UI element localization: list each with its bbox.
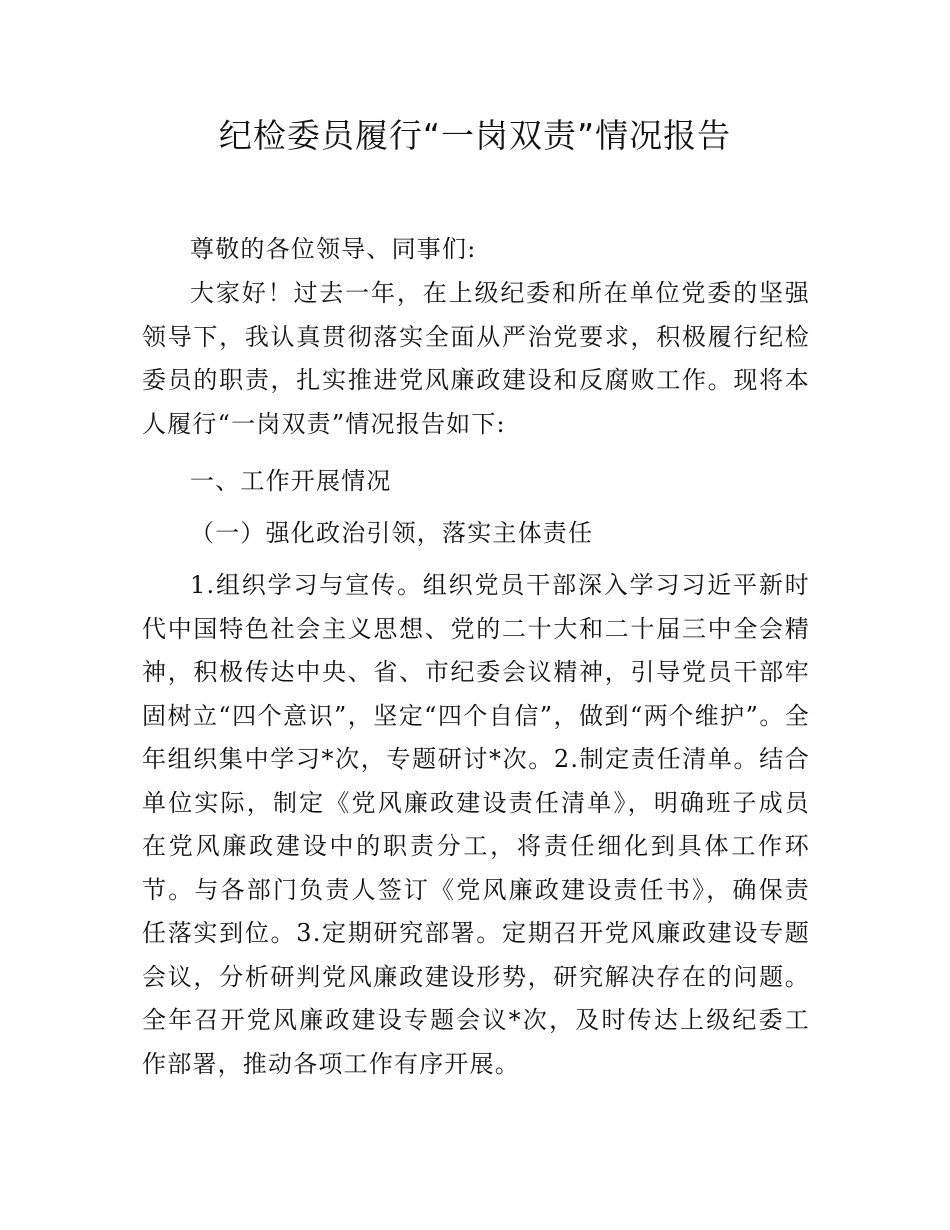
greeting-paragraph: 尊敬的各位领导、同事们: bbox=[190, 235, 477, 263]
document-title: 纪检委员履行“一岗双责”情况报告 bbox=[218, 116, 732, 155]
section-heading: 一、工作开展情况 bbox=[190, 467, 392, 495]
subsection-heading: （一）强化政治引领，落实主体责任 bbox=[190, 519, 594, 547]
body-paragraph: 1.组织学习与宣传。组织党员干部深入学习习近平新时代中国特色社会主义思想、党的二十大和二十届三中全会精神，积极传达中央、省、市纪委会议精神，引导党员干部牢固树立“四个意识”，坚定“四个自信”，做到“两个维护”。全年组织集中学习*次，专题研讨*次。2.制定责任清单。结合单位实际，制定《党风廉政建设责任清单》，明确班子成员在党风廉政建设中的职责分工，将责任细化到具体工作环节。与各部门负责人签订《党风廉政建设责任书》，确保责任落实到位。3.定期研究部署。定期召开党风廉政建设专题会议，分析研判党风廉政建设形势，研究解决存在的问题。全年召开党风廉政建设专题会议*次，及时传达上级纪委工作部署，推动各项工作有序开展。 bbox=[142, 571, 810, 1078]
intro-paragraph: 大家好！过去一年，在上级纪委和所在单位党委的坚强领导下，我认真贯彻落实全面从严治党要求，积极履行纪检委员的职责，扎实推进党风廉政建设和反腐败工作。现将本人履行“一岗双责”情况报告如下: bbox=[142, 279, 810, 438]
